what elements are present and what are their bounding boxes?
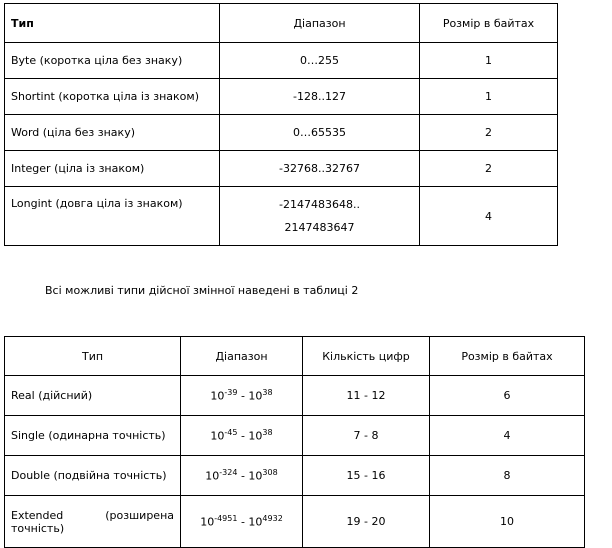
type-cell: Word (ціла без знаку) — [5, 115, 220, 151]
type-cell: Byte (коротка ціла без знаку) — [5, 43, 220, 79]
range-exponent: -4951 — [214, 514, 238, 524]
size-cell: 2 — [420, 115, 558, 151]
header-digits: Кількість цифр — [303, 337, 430, 376]
range-cell: -128..127 — [220, 79, 420, 115]
range-exponent: 308 — [262, 468, 278, 478]
range-separator: - — [237, 429, 249, 443]
range-separator: - — [237, 389, 249, 403]
range-cell: 0…65535 — [220, 115, 420, 151]
header-type: Тип — [5, 337, 181, 376]
type-cell: Shortint (коротка ціла із знаком) — [5, 79, 220, 115]
type-cell: Longint (довга ціла із знаком) — [5, 187, 220, 246]
type-part: (розширена — [105, 508, 174, 522]
range-separator: - — [237, 515, 249, 529]
type-line-2: точність) — [11, 521, 65, 535]
range-separator: - — [237, 469, 249, 483]
digits-cell: 15 - 16 — [303, 456, 430, 496]
table-row — [5, 456, 585, 496]
range-base: 10 — [248, 515, 263, 529]
header-type: Тип — [5, 4, 220, 43]
range-cell — [220, 187, 420, 246]
real-types-table — [4, 336, 585, 548]
table-row — [5, 376, 585, 416]
range-exponent: 4932 — [262, 514, 283, 524]
range-base: 10 — [210, 429, 225, 443]
header-range: Діапазон — [220, 4, 420, 43]
range-base: 10 — [248, 469, 263, 483]
range-base: 10 — [248, 389, 263, 403]
range-cell: 0…255 — [220, 43, 420, 79]
type-cell: Real (дійсний) — [5, 376, 181, 416]
type-line-1 — [11, 509, 174, 522]
range-base: 10 — [248, 429, 263, 443]
range-exponent: 38 — [262, 388, 273, 398]
header-range: Діапазон — [181, 337, 303, 376]
size-cell: 8 — [430, 456, 585, 496]
integer-types-table — [4, 3, 558, 246]
range-line-1: -2147483648.. — [279, 198, 360, 211]
table-row — [5, 115, 558, 151]
table-header-row — [5, 4, 558, 43]
range-cell: -32768..32767 — [220, 151, 420, 187]
range-exponent: -39 — [224, 388, 238, 398]
size-cell: 6 — [430, 376, 585, 416]
range-base: 10 — [205, 469, 220, 483]
range-exponent: -45 — [224, 428, 238, 438]
type-cell — [5, 496, 181, 548]
type-cell: Double (подвійна точність) — [5, 456, 181, 496]
table-header-row — [5, 337, 585, 376]
range-cell — [181, 496, 303, 548]
range-cell — [181, 376, 303, 416]
header-size: Розмір в байтах — [420, 4, 558, 43]
range-cell — [181, 456, 303, 496]
range-exponent: -324 — [219, 468, 238, 478]
table-row — [5, 43, 558, 79]
size-cell: 10 — [430, 496, 585, 548]
table-row — [5, 416, 585, 456]
type-cell: Integer (ціла із знаком) — [5, 151, 220, 187]
type-part: Extended — [11, 508, 64, 522]
digits-cell: 19 - 20 — [303, 496, 430, 548]
range-base: 10 — [200, 515, 215, 529]
table-row — [5, 187, 558, 246]
range-base: 10 — [210, 389, 225, 403]
range-line-2: 2147483647 — [284, 221, 355, 234]
range-exponent: 38 — [262, 428, 273, 438]
table-row — [5, 151, 558, 187]
table-row — [5, 496, 585, 548]
range-cell — [181, 416, 303, 456]
size-cell: 1 — [420, 43, 558, 79]
table-note: Всі можливі типи дійсної змінної наведені в таблиці 2 — [45, 284, 359, 297]
type-cell: Single (одинарна точність) — [5, 416, 181, 456]
size-cell: 4 — [430, 416, 585, 456]
digits-cell: 11 - 12 — [303, 376, 430, 416]
digits-cell: 7 - 8 — [303, 416, 430, 456]
size-cell: 2 — [420, 151, 558, 187]
size-cell: 1 — [420, 79, 558, 115]
size-cell: 4 — [420, 187, 558, 246]
header-size: Розмір в байтах — [430, 337, 585, 376]
table-row — [5, 79, 558, 115]
